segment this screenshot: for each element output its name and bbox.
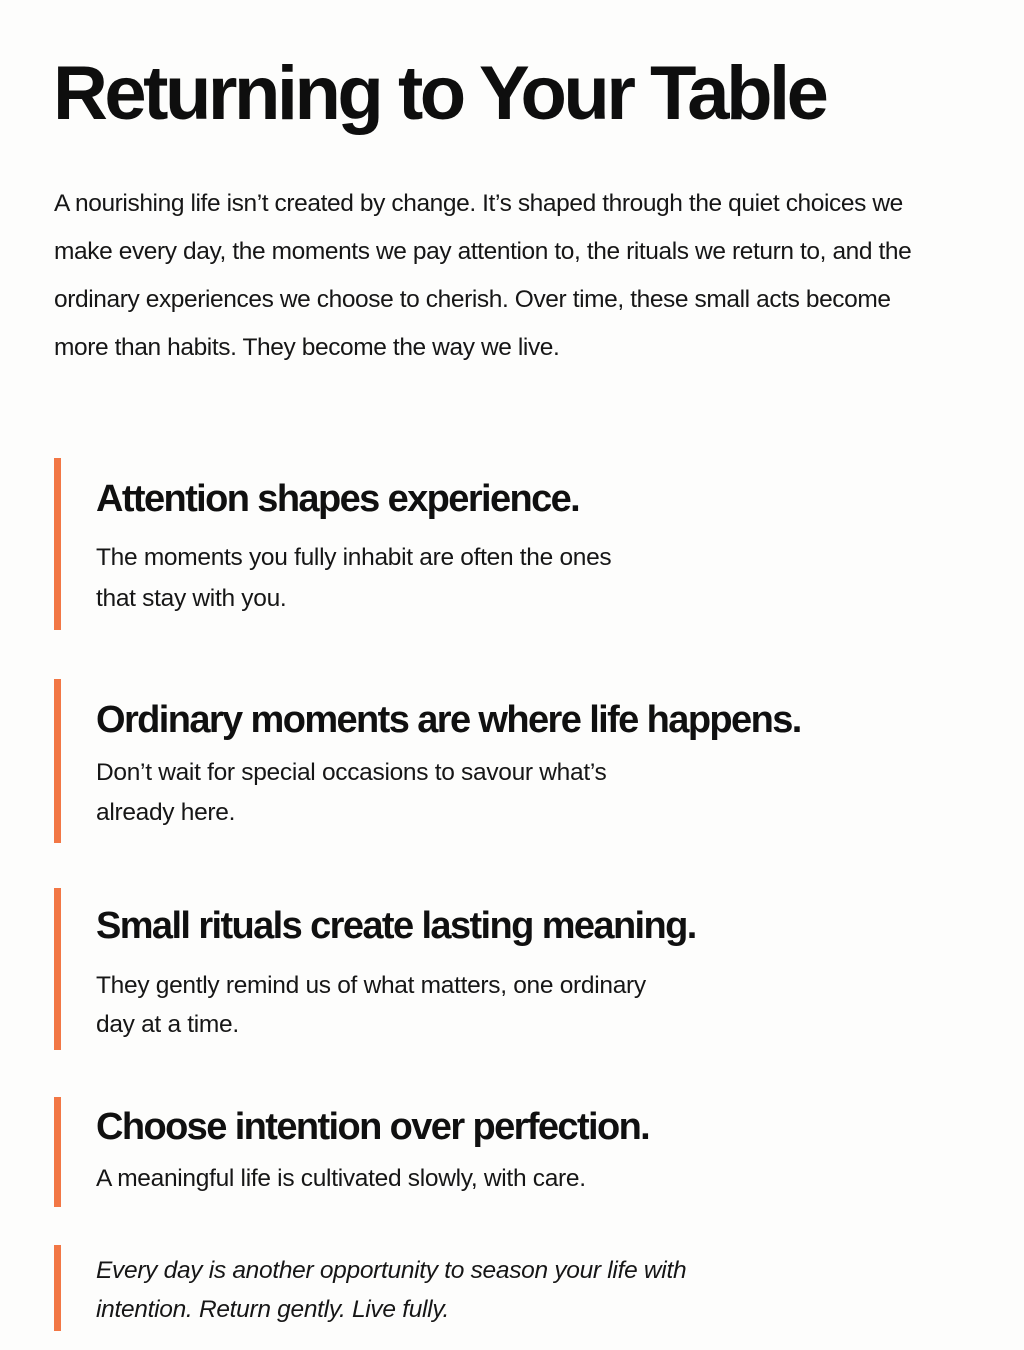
principle-text: A meaningful life is cultivated slowly, with care. xyxy=(96,1165,586,1192)
principle-text: The moments you fully inhabit are often the ones that stay with you. xyxy=(96,544,612,612)
page-title: Returning to Your Table xyxy=(53,51,826,136)
closing-quote-text: Every day is another opportunity to season your life with intention. Return gently. Live fully. xyxy=(96,1257,687,1323)
principle-heading: Small rituals create lasting meaning. xyxy=(96,905,696,947)
principle-heading: Ordinary moments are where life happens. xyxy=(96,699,801,741)
principle-block-intention xyxy=(54,1097,954,1207)
principle-block-small-rituals xyxy=(54,888,954,1050)
closing-quote xyxy=(54,1245,954,1331)
principle-block-ordinary-moments xyxy=(54,679,954,843)
principle-heading: Attention shapes experience. xyxy=(96,478,580,520)
principle-text: Don’t wait for special occasions to savour what’s already here. xyxy=(96,759,607,826)
principle-text: They gently remind us of what matters, one ordinary day at a time. xyxy=(96,972,646,1038)
principle-block-attention xyxy=(54,458,954,630)
principle-heading: Choose intention over perfection. xyxy=(96,1106,650,1148)
intro-paragraph: A nourishing life isn’t created by change. It’s shaped through the quiet choices we make every day, the moments we pay attention to, the rituals we return to, and the ordinary experiences we choose to cherish. Over time, these small acts become more than habits. They become the way we live. xyxy=(54,190,912,361)
